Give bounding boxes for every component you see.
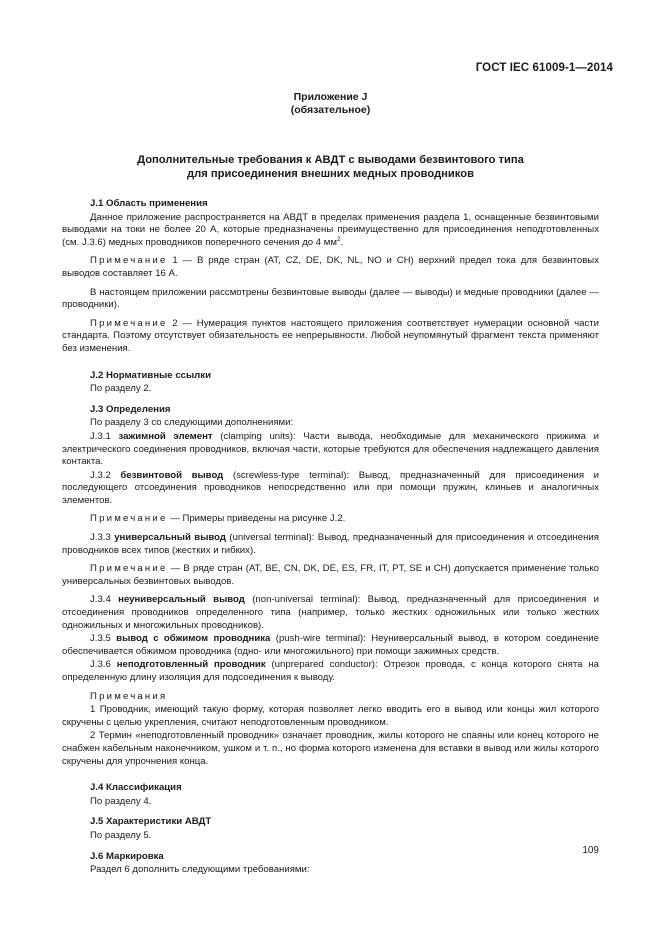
- note-item: 1 Проводник, имеющий такую форму, которая позволяет легко вводить его в вывод или концы жил которого скручены с целью укрепления, считают неподготовленным проводником.: [62, 704, 599, 728]
- note-text: 1 — В ряде стран (AT, CZ, DE, DK, NL, NO и CH) верхний предел тока для безвинтовых выводов составляет 16 А.: [62, 255, 599, 279]
- definition: [62, 659, 599, 684]
- note-label: Примечание: [90, 255, 168, 267]
- page-number: 109: [582, 845, 599, 856]
- paragraph: [62, 212, 599, 250]
- paragraph: Раздел 6 дополнить следующими требованиями:: [90, 864, 310, 876]
- section-heading-j3: J.3 Определения: [90, 403, 171, 415]
- section-heading-j4: J.4 Классификация: [90, 782, 182, 794]
- section-heading-j1: J.1 Область применения: [90, 198, 208, 209]
- notes-label: Примечания: [90, 690, 168, 702]
- note-label: Примечание: [90, 317, 168, 329]
- definition-number: J.3.5: [90, 633, 117, 645]
- paragraph-text: Данное приложение распространяется на АВДТ в пределах применения раздела 1, оснащенные безвинтовыми выводами на токи не более 20 А, которые предназначены преимущественно для присоединения неподготовленных (см. J.3.6) медных проводников поперечного сечения до 4 мм: [62, 211, 599, 248]
- section-heading-j6: J.6 Маркировка: [90, 850, 164, 862]
- title-line-2: для присоединения внешних медных проводников: [187, 168, 474, 180]
- note-item: 2 Термин «неподготовленный проводник» означает проводник, жилы которого не спаяны или конец которого не снабжен кабельным наконечником, ушком и т. п., но форма которого изменена для вставки в вывод или жилы которого скручены для упрочнения конца.: [62, 730, 599, 767]
- paragraph: В настоящем приложении рассмотрены безвинтовые выводы (далее — выводы) и медные проводники (далее — проводники).: [62, 286, 599, 311]
- note-text: — В ряде стран (AT, BE, CN, DK, DE, ES, FR, IT, PT, SE и CH) допускается применение только универсальных безвинтовых выводов.: [62, 563, 599, 587]
- definition-term: универсальный вывод: [114, 532, 226, 544]
- definition-term: зажимной элемент: [118, 430, 213, 442]
- note-label: Примечание: [90, 513, 168, 525]
- document-body: [62, 198, 599, 878]
- definition: [62, 532, 599, 557]
- superscript: 2: [336, 235, 341, 243]
- standard-header: ГОСТ IEC 61009-1—2014: [475, 62, 613, 74]
- definition-number: J.3.2: [90, 469, 121, 481]
- definition: [62, 594, 599, 632]
- definition: [62, 470, 599, 508]
- definition-number: J.3.1: [90, 430, 119, 442]
- definition-text: (non-universal terminal): Вывод, предназначенный для присоединения и отсоединения проводников определенного типа (например, только жестких одножильных или только жестких одножильных и многожильных проводников).: [62, 594, 599, 631]
- definition-text: (clamping units): Части вывода, необходимые для механического прижима и электрического соединения проводников, включая части, которые требуются для обеспечения надлежащего давления контакта.: [62, 430, 600, 468]
- definition: [62, 431, 599, 469]
- definition-text: (unprepared conductor): Отрезок провода, с конца которого снята на определенную длину изоляция для подсоединения к выводу.: [62, 659, 599, 683]
- definition-number: J.3.6: [90, 659, 117, 671]
- definition-text: (push-wire terminal): Неуниверсальный вывод, в котором соединение обеспечивается обжимом проводника (одно- или многожильного) при помощи зажимных средств.: [62, 633, 599, 657]
- definition-term: безвинтовой вывод: [120, 469, 224, 481]
- annex-heading: [0, 91, 661, 117]
- paragraph: По разделу 3 со следующими дополнениями:: [90, 417, 294, 429]
- section-heading-j5: J.5 Характеристики АВДТ: [90, 816, 212, 828]
- definition-term: вывод с обжимом проводника: [116, 633, 271, 645]
- annex-status: (обязательное): [290, 104, 371, 116]
- note: [62, 513, 599, 526]
- annex-main-title: [40, 153, 621, 181]
- definition-text: (universal terminal): Вывод, предназначенный для присоединения и отсоединения проводников всех типов (жестких и гибких).: [62, 532, 599, 556]
- definition-number: J.3.3: [90, 532, 115, 544]
- title-line-1: Дополнительные требования к АВДТ с выводами безвинтового типа: [137, 154, 524, 166]
- section-heading-j2: J.2 Нормативные ссылки: [90, 369, 211, 381]
- definition: [62, 633, 599, 658]
- definition-term: неуниверсальный вывод: [118, 594, 245, 606]
- note-text: — Примеры приведены на рисунке J.2.: [167, 513, 346, 525]
- definition-term: неподготовленный проводник: [116, 659, 266, 671]
- definition-number: J.3.4: [90, 594, 119, 606]
- paragraph-text: .: [340, 236, 344, 248]
- note-text: 2 — Нумерация пунктов настоящего приложения соответствует нумерации основной части стандарта. Поэтому отсутствует обязательность ее непрерывности. Любой неупомянутый фрагмент текста применяют без изменения.: [62, 317, 599, 354]
- definition-text: (screwless-type terminal): Вывод, предназначенный для присоединения и последующего отсоединения проводников непосредственно или при помощи пружин, клиньев и аналогичных элементов.: [62, 469, 599, 506]
- paragraph: По разделу 4.: [90, 795, 152, 807]
- annex-title: Приложение J: [293, 91, 368, 103]
- note: [62, 563, 599, 588]
- note-label: Примечание: [90, 563, 168, 575]
- note: [62, 255, 599, 280]
- note: [62, 318, 599, 356]
- paragraph: По разделу 5.: [90, 829, 152, 841]
- paragraph: По разделу 2.: [90, 383, 152, 395]
